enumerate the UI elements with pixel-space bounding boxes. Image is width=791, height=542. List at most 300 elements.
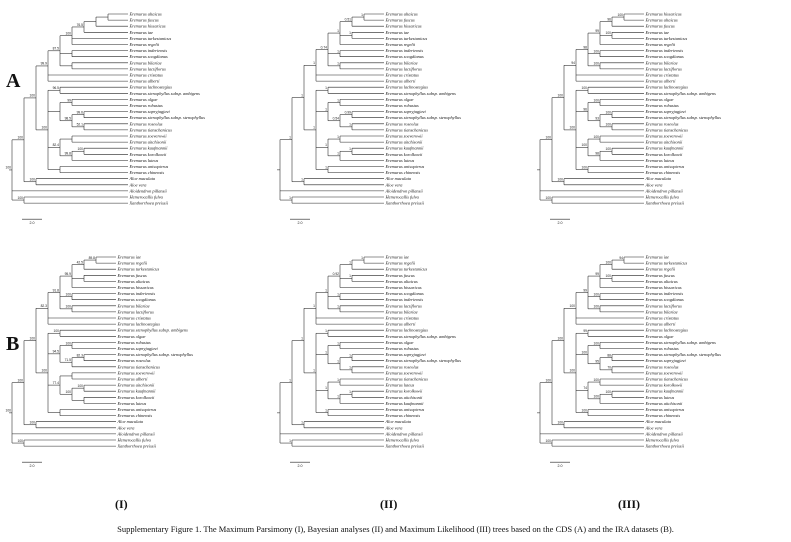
support-value: 1 xyxy=(349,147,351,152)
taxon-label: Eremurus altaicus xyxy=(385,278,418,284)
taxon-label: Eremurus bilariae xyxy=(645,309,678,315)
taxon-label: Aloe vera xyxy=(129,182,147,188)
scale-bar-label: 2.0 xyxy=(297,221,303,226)
support-value: 1 xyxy=(337,151,339,156)
support-value: 96 xyxy=(607,17,611,22)
taxon-label: Eremurus sapryjagjavi xyxy=(645,358,686,364)
taxon-label: Eremurus stenophyllus subsp. ambigens xyxy=(129,90,200,96)
support-value: 1 xyxy=(289,195,291,200)
taxon-label: Eremurus inderiensis xyxy=(385,48,424,54)
support-value: 1 xyxy=(325,386,327,391)
support-value: 100 xyxy=(569,304,575,309)
support-value: 87.5 xyxy=(52,46,59,51)
support-value: 100 xyxy=(581,165,587,170)
tree-A-III xyxy=(536,4,786,266)
support-value: 100 xyxy=(77,147,83,152)
taxon-label: Eremurus lachnostegius xyxy=(385,84,428,90)
support-value: 100 xyxy=(557,177,563,182)
taxon-label: Eremurus lactiflorus xyxy=(645,303,682,309)
taxon-label: Eremurus tianschanicus xyxy=(645,376,688,382)
panel-label-b: B xyxy=(6,333,20,355)
taxon-label: Eremurus cristatus xyxy=(385,315,419,321)
taxon-label: Eremurus olgae xyxy=(385,96,414,102)
tree-B-I xyxy=(5,247,264,509)
taxon-label: Eremurus roseolus xyxy=(645,364,679,370)
support-value: 1 xyxy=(289,438,291,443)
support-value: 1 xyxy=(349,122,351,127)
support-value: 91.8 xyxy=(52,288,59,293)
taxon-label: Aloidendron pillansii xyxy=(645,431,683,437)
taxon-label: Eremurus olgae xyxy=(117,333,146,339)
taxon-label: Eremurus bilariae xyxy=(117,303,150,309)
taxon-label: Eremurus bilariae xyxy=(385,60,418,66)
support-value: 99 xyxy=(67,98,71,103)
taxon-label: Eremurus inderiensis xyxy=(385,297,424,303)
support-value: 100 xyxy=(617,12,623,17)
scale-bar-label: 2.0 xyxy=(29,464,35,469)
taxon-label: Aloe maculata xyxy=(645,419,671,425)
taxon-label: Eremurus alberti xyxy=(385,321,416,327)
taxon-label: Eremurus kaufmannii xyxy=(645,388,684,394)
taxon-label: Eremurus roseolus xyxy=(645,121,679,127)
support-value: 1 xyxy=(325,350,327,355)
taxon-label: Eremurus altaicus xyxy=(385,11,418,17)
taxon-label: Eremurus turkestanicus xyxy=(645,260,688,266)
support-value: 42.5 xyxy=(76,260,83,265)
taxon-label: Eremurus cristatus xyxy=(645,72,679,78)
taxon-label: Hemerocallis fulva xyxy=(129,194,163,200)
taxon-label: Eremurus regelii xyxy=(129,42,160,47)
support-value: 99.8 xyxy=(64,151,71,156)
taxon-label: Eremurus turkestanicus xyxy=(385,266,428,272)
support-value: 100 xyxy=(65,304,71,309)
support-value: 100 xyxy=(29,420,35,425)
taxon-label: Eremurus turkestanicus xyxy=(129,35,172,41)
support-value: 1 xyxy=(361,12,363,17)
taxon-label: Eremurus korolkowii xyxy=(645,382,683,388)
taxon-label: Eremurus soogdianus xyxy=(645,297,684,303)
support-value: 100 xyxy=(605,260,611,265)
support-value: 74 xyxy=(583,386,587,391)
taxon-label: Eremurus anisopterus xyxy=(645,407,685,412)
scale-bar-label: 2.0 xyxy=(29,221,35,226)
taxon-label: Eremurus kaufmannii xyxy=(385,400,424,406)
taxon-label: Eremurus hissaricus xyxy=(385,23,422,29)
taxon-label: Eremurus korolkowii xyxy=(645,151,683,157)
taxon-label: Eremurus anisopterus xyxy=(385,407,425,412)
taxon-label: Eremurus fuscus xyxy=(117,272,147,278)
support-value: 0.92 xyxy=(332,271,339,276)
taxon-label: Eremurus fuscus xyxy=(385,17,415,23)
support-value: 1 xyxy=(313,304,315,309)
taxon-label: Eremurus aitchisonii xyxy=(385,394,423,400)
support-value: 98.5 xyxy=(64,116,71,121)
taxon-label: Eremurus tianschanicus xyxy=(645,127,688,133)
support-value: 100 xyxy=(581,86,587,91)
taxon-label: Eremurus turkestanicus xyxy=(645,35,688,41)
taxon-label: Eremurus roseolus xyxy=(117,358,151,364)
support-value: 82.3 xyxy=(76,353,83,358)
taxon-label: Eremurus zoeverowii xyxy=(645,370,683,376)
support-value: 0.51 xyxy=(344,17,351,22)
support-value: 100 xyxy=(17,195,23,200)
taxon-label: Eremurus luteus xyxy=(129,157,159,163)
support-value: 100 xyxy=(593,377,599,382)
taxon-label: Xanthorrhoea preissii xyxy=(385,200,424,206)
taxon-label: Eremurus altaicus xyxy=(645,278,678,284)
taxon-label: Aloe vera xyxy=(117,425,135,431)
taxon-label: Aloe vera xyxy=(385,182,403,188)
taxon-label: Eremurus alberti xyxy=(645,78,676,84)
taxon-label: Eremurus chinensis xyxy=(645,170,681,176)
taxon-label: Eremurus inderiensis xyxy=(645,48,684,54)
taxon-label: Eremurus alberti xyxy=(117,376,148,382)
taxon-label: Eremurus sapryjagjavi xyxy=(129,109,170,115)
taxon-label: Eremurus luteus xyxy=(117,400,147,406)
support-value: 1 xyxy=(337,98,339,103)
support-value: 100 xyxy=(29,177,35,182)
taxon-label: Eremurus robustus xyxy=(385,103,419,108)
taxon-label: Eremurus turkestanicus xyxy=(385,35,428,41)
taxon-label: Eremurus lachnostegius xyxy=(645,327,688,333)
taxon-label: Eremurus aitchisonii xyxy=(385,139,423,145)
taxon-label: Eremurus soogdianus xyxy=(129,54,168,60)
support-value: 99 xyxy=(595,28,599,33)
support-value: 100 xyxy=(65,390,71,395)
support-value: 1 xyxy=(313,61,315,66)
taxon-label: Aloe maculata xyxy=(645,176,671,182)
taxon-label: Eremurus olgae xyxy=(645,96,674,102)
tree-A-II xyxy=(276,4,526,266)
support-value: 100 xyxy=(53,329,59,334)
taxon-label: Eremurus korolkowii xyxy=(129,151,167,157)
support-value: 100 xyxy=(581,350,587,355)
support-value: 71.5 xyxy=(64,358,71,363)
taxon-label: Eremurus robustus xyxy=(645,103,679,108)
taxon-label: Eremurus lactiflorus xyxy=(645,66,682,72)
taxon-label: Xanthorrhoea preissii xyxy=(129,200,168,206)
taxon-label: Eremurus iae xyxy=(129,29,154,35)
support-value: 100 xyxy=(545,378,551,383)
taxon-label: Eremurus sapryjagjavi xyxy=(117,346,158,351)
taxon-label: Eremurus lactiflorus xyxy=(385,66,422,72)
support-value: 1 xyxy=(337,49,339,54)
taxon-label: Eremurus stenophyllus subsp. ambigens xyxy=(385,333,456,339)
taxon-label: Eremurus robustus xyxy=(645,346,679,351)
support-value: 100 xyxy=(545,195,551,200)
support-value: 1 xyxy=(301,420,303,425)
taxon-label: Eremurus bilariae xyxy=(129,60,162,66)
support-value: 100 xyxy=(593,134,599,139)
taxon-label: Eremurus stenophyllus subsp. stenophyllus xyxy=(117,352,193,358)
taxon-label: Eremurus olgae xyxy=(385,339,414,345)
taxon-label: Eremurus chinensis xyxy=(385,170,421,176)
support-value: 1 xyxy=(349,365,351,370)
support-value: 100 xyxy=(605,31,611,36)
support-value: 100 xyxy=(593,341,599,346)
taxon-label: Aloe maculata xyxy=(385,176,411,182)
taxon-label: Hemerocallis fulva xyxy=(645,437,679,443)
taxon-label: Eremurus fuscus xyxy=(385,272,415,278)
taxon-label: Eremurus korolkowii xyxy=(117,394,155,400)
taxon-label: Eremurus lactiflorus xyxy=(117,309,154,315)
support-value: 100 xyxy=(605,110,611,115)
support-value: 0.99 xyxy=(344,110,351,115)
tree-B-III xyxy=(536,247,786,509)
taxon-label: Eremurus stenophyllus subsp. ambigens xyxy=(645,90,716,96)
support-value: 0.54 xyxy=(332,116,339,121)
panel-label-a: A xyxy=(6,70,21,92)
support-value: 98 xyxy=(583,45,587,50)
taxon-label: Eremurus chinensis xyxy=(129,170,165,176)
taxon-label: Aloe maculata xyxy=(117,419,143,425)
support-value: 100 xyxy=(5,165,11,170)
support-value: 100 xyxy=(17,135,23,140)
figure-caption: Supplementary Figure 1. The Maximum Parsimony (I), Bayesian analyses (II) and Maximum Likelihood (III) trees based on the CDS (A) and the IRA datasets (B). xyxy=(117,524,674,534)
taxon-label: Eremurus roseolus xyxy=(385,364,419,370)
taxon-label: Eremurus stenophyllus subsp. stenophyllus xyxy=(385,115,461,121)
taxon-label: Eremurus sapryjagjavi xyxy=(385,352,426,358)
support-value: 100 xyxy=(545,438,551,443)
taxon-label: Eremurus lactiflorus xyxy=(385,303,422,309)
support-value: 1 xyxy=(313,125,315,130)
support-value: 100 xyxy=(41,125,47,130)
support-value: 1 xyxy=(337,292,339,297)
taxon-label: Eremurus stenophyllus subsp. ambigens xyxy=(385,90,456,96)
taxon-label: Aloe vera xyxy=(645,182,663,188)
taxon-label: Eremurus aitchisonii xyxy=(117,382,155,388)
taxon-label: Eremurus luteus xyxy=(385,382,415,388)
support-value: 1 xyxy=(361,255,363,260)
taxon-label: Eremurus luteus xyxy=(645,394,675,400)
taxon-label: Eremurus altaicus xyxy=(645,17,678,23)
taxon-label: Aloidendron pillansii xyxy=(385,188,423,194)
support-value: 99 xyxy=(583,288,587,293)
support-value: 1 xyxy=(325,288,327,293)
support-value: 100 xyxy=(17,438,23,443)
taxon-label: Eremurus cristatus xyxy=(645,315,679,321)
taxon-label: Eremurus zoeverowii xyxy=(385,133,423,139)
taxon-label: Eremurus tianschanicus xyxy=(385,127,428,133)
taxon-label: Eremurus fuscus xyxy=(645,23,675,29)
support-value: 96.5 xyxy=(52,86,59,91)
support-value: 100 xyxy=(557,420,563,425)
support-value: 1 xyxy=(337,359,339,364)
taxon-label: Eremurus kaufmannii xyxy=(117,388,156,394)
support-value: 100 xyxy=(77,383,83,388)
taxon-label: Eremurus soogdianus xyxy=(385,291,424,297)
taxon-label: Eremurus hissaricus xyxy=(645,285,682,290)
taxon-label: Eremurus lachnostegius xyxy=(645,84,688,90)
support-value: 1 xyxy=(337,341,339,346)
taxon-label: Eremurus alberti xyxy=(385,78,416,84)
taxon-label: Hemerocallis fulva xyxy=(385,194,419,200)
taxon-label: Aloidendron pillansii xyxy=(117,431,155,437)
taxon-label: Eremurus regelii xyxy=(385,260,416,266)
support-value: 1 xyxy=(337,304,339,309)
method-label-ml: (III) xyxy=(618,497,641,511)
taxon-label: Eremurus regelii xyxy=(645,266,676,272)
support-value: 100 xyxy=(605,390,611,395)
support-value: 1 xyxy=(289,378,291,383)
support-value: 1 xyxy=(349,31,351,36)
support-value: 1 xyxy=(289,135,291,140)
taxon-label: Eremurus luteus xyxy=(385,157,415,163)
taxon-label: Eremurus zoeverowii xyxy=(645,133,683,139)
taxon-label: Eremurus olgae xyxy=(645,333,674,339)
taxon-label: Eremurus stenophyllus subsp. ambigens xyxy=(645,339,716,345)
support-value: 1 xyxy=(337,394,339,399)
taxon-label: Eremurus sapryjagjavi xyxy=(645,109,686,115)
support-value: 100 xyxy=(65,31,71,36)
taxon-label: Eremurus iae xyxy=(385,29,410,35)
taxon-label: Eremurus iae xyxy=(117,254,142,260)
support-value: 93 xyxy=(595,116,599,121)
taxon-label: Eremurus tianschanicus xyxy=(129,127,172,133)
taxon-label: Aloidendron pillansii xyxy=(645,188,683,194)
method-label-bi: (II) xyxy=(380,497,398,511)
support-value: 100 xyxy=(593,61,599,66)
support-value: 99.6 xyxy=(76,110,83,115)
taxon-label: Eremurus korolkowii xyxy=(385,388,423,394)
support-value: 100 xyxy=(17,378,23,383)
support-value: 82.3 xyxy=(40,304,47,309)
support-value: 1 xyxy=(337,61,339,66)
taxon-label: Eremurus olgae xyxy=(129,96,158,102)
taxon-label: Eremurus hissaricus xyxy=(129,23,166,29)
taxon-label: Eremurus iae xyxy=(645,254,670,260)
taxon-label: Eremurus robustus xyxy=(385,346,419,351)
taxon-label: Aloidendron pillansii xyxy=(129,188,167,194)
taxon-label: Eremurus anisopterus xyxy=(117,407,157,412)
taxon-label: Eremurus bilariae xyxy=(385,309,418,315)
support-value: 1 xyxy=(313,368,315,373)
taxon-label: Eremurus anisopterus xyxy=(385,164,425,169)
support-value: 100 xyxy=(29,93,35,98)
taxon-label: Xanthorrhoea preissii xyxy=(645,443,684,449)
method-label-mp: (I) xyxy=(115,497,128,511)
support-value: 1 xyxy=(349,274,351,279)
taxon-label: Eremurus chinensis xyxy=(385,413,421,419)
support-value: 99 xyxy=(595,271,599,276)
taxon-label: Eremurus stenophyllus subsp. stenophyllus xyxy=(129,115,205,121)
support-value: 100 xyxy=(557,336,563,341)
support-value: 76.5 xyxy=(76,22,83,27)
taxon-label: Aloidendron pillansii xyxy=(385,431,423,437)
support-value: 99 xyxy=(583,329,587,334)
taxon-label: Eremurus cristatus xyxy=(129,72,163,78)
tree-B-II xyxy=(276,247,526,509)
taxon-label: Eremurus hissaricus xyxy=(645,11,682,17)
taxon-label: Eremurus bilariae xyxy=(645,60,678,66)
support-value: 100 xyxy=(593,292,599,297)
support-value: 100 xyxy=(569,368,575,373)
taxon-label: Eremurus hissaricus xyxy=(117,285,154,290)
taxon-label: Eremurus fuscus xyxy=(129,17,159,23)
taxon-label: Eremurus iae xyxy=(645,29,670,35)
taxon-label: Eremurus aitchisonii xyxy=(645,139,683,145)
taxon-label: Eremurus hissaricus xyxy=(385,285,422,290)
support-value: 100 xyxy=(557,93,563,98)
taxon-label: Eremurus luteus xyxy=(645,157,675,163)
support-value: 70 xyxy=(607,365,611,370)
taxon-label: Eremurus altaicus xyxy=(129,11,162,17)
taxon-label: Eremurus lactiflorus xyxy=(129,66,166,72)
support-value: 82.4 xyxy=(52,143,59,148)
taxon-label: Eremurus turkestanicus xyxy=(117,266,160,272)
taxon-label: Hemerocallis fulva xyxy=(385,437,419,443)
taxon-label: Eremurus soogdianus xyxy=(385,54,424,60)
taxon-label: Eremurus anisopterus xyxy=(645,164,685,169)
taxon-label: Eremurus soogdianus xyxy=(645,54,684,60)
taxon-label: Eremurus robustus xyxy=(117,339,151,345)
taxon-label: Eremurus zoeverowii xyxy=(117,370,155,376)
taxon-label: Eremurus anisopterus xyxy=(129,164,169,169)
scale-bar-label: 2.0 xyxy=(557,464,563,469)
taxon-label: Eremurus kaufmannii xyxy=(645,145,684,151)
support-value: 1 xyxy=(337,28,339,33)
taxon-label: Eremurus lachnostegius xyxy=(129,84,172,90)
taxon-label: Eremurus soogdianus xyxy=(117,297,156,303)
support-value: 95.9 xyxy=(64,271,71,276)
support-value: 1 xyxy=(301,177,303,182)
taxon-label: Eremurus zoeverowii xyxy=(129,133,167,139)
support-value: 100 xyxy=(65,341,71,346)
support-value: 100 xyxy=(605,274,611,279)
support-value: 77.4 xyxy=(52,380,59,385)
support-value: 1 xyxy=(325,408,327,413)
taxon-label: Eremurus fuscus xyxy=(645,272,675,278)
taxon-label: Xanthorrhoea preissii xyxy=(645,200,684,206)
taxon-label: Eremurus stenophyllus subsp. stenophyllus xyxy=(645,115,721,121)
support-value: 100 xyxy=(569,125,575,130)
support-value: 100 xyxy=(545,135,551,140)
taxon-label: Eremurus korolkowii xyxy=(385,151,423,157)
taxon-label: Hemerocallis fulva xyxy=(645,194,679,200)
scale-bar-label: 2.0 xyxy=(557,221,563,226)
taxon-label: Eremurus kaufmannii xyxy=(129,145,168,151)
taxon-label: Aloe maculata xyxy=(129,176,155,182)
support-value: 1 xyxy=(337,377,339,382)
taxon-label: Aloe vera xyxy=(385,425,403,431)
taxon-label: Eremurus robustus xyxy=(129,103,163,108)
support-value: 95 xyxy=(595,359,599,364)
taxon-label: Eremurus chinensis xyxy=(117,413,153,419)
taxon-label: Eremurus stenophyllus subsp. stenophyllus xyxy=(385,358,461,364)
support-value: 1 xyxy=(349,390,351,395)
support-value: 98 xyxy=(595,151,599,156)
support-value: 100 xyxy=(581,143,587,148)
support-value: 100 xyxy=(29,336,35,341)
taxon-label: Eremurus iae xyxy=(385,254,410,260)
taxon-label: Eremurus regelii xyxy=(385,42,416,47)
taxon-label: Eremurus kaufmannii xyxy=(385,145,424,151)
taxon-label: Eremurus aitchisonii xyxy=(129,139,167,145)
support-value: 99.9 xyxy=(40,61,47,66)
taxon-label: Eremurus chinensis xyxy=(645,413,681,419)
scale-bar-label: 2.0 xyxy=(297,464,303,469)
taxon-label: Eremurus regelii xyxy=(117,260,148,266)
support-value: 100 xyxy=(605,122,611,127)
taxon-label: Eremurus altaicus xyxy=(117,278,150,284)
taxon-label: Aloe vera xyxy=(645,425,663,431)
support-value: 1 xyxy=(325,86,327,91)
taxon-label: Eremurus inderiensis xyxy=(129,48,168,54)
support-value: 100 xyxy=(593,394,599,399)
taxon-label: Eremurus tianschanicus xyxy=(117,364,160,370)
support-value: 1 xyxy=(349,260,351,265)
support-value: 100 xyxy=(593,98,599,103)
